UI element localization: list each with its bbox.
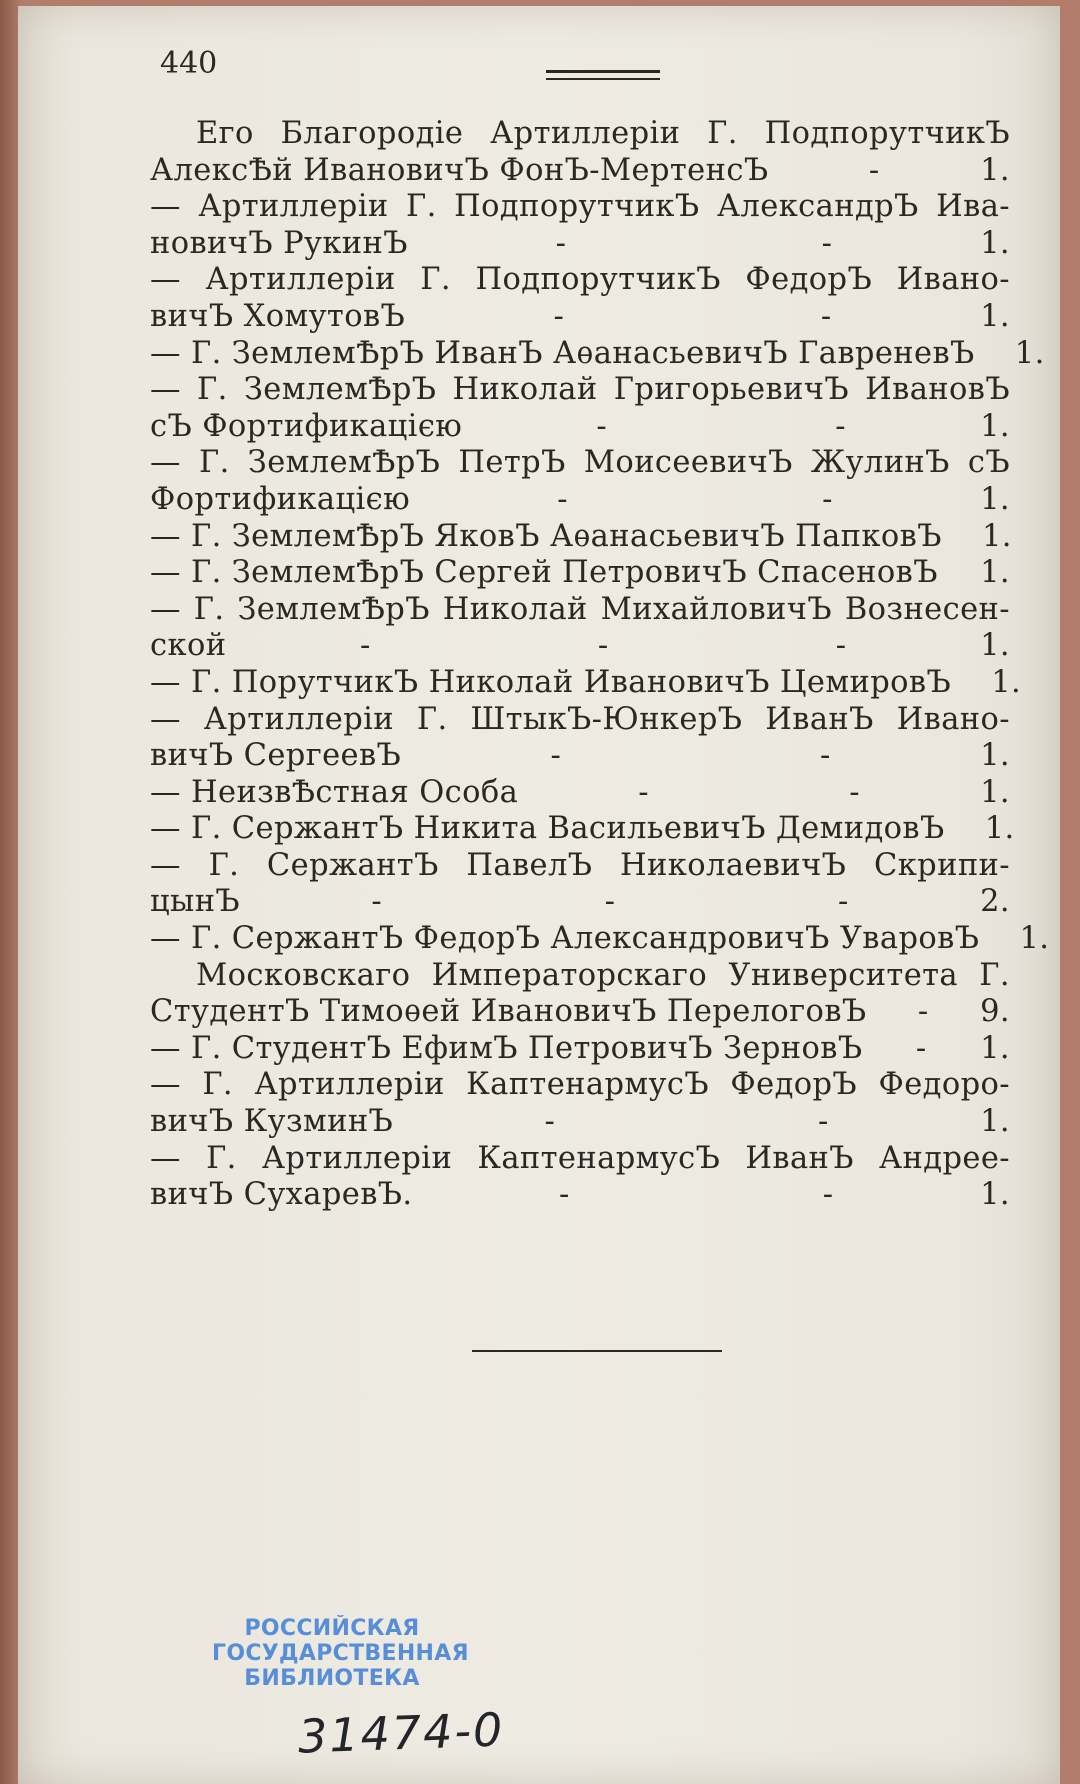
leader-dash: - bbox=[837, 884, 849, 920]
leader-dash: - bbox=[544, 1104, 556, 1140]
entry-first-line: — Артиллеріи Г. ШтыкЪ-ЮнкерЪ ИванЪ Ивано- bbox=[150, 701, 1010, 737]
leader-dash: - bbox=[849, 774, 860, 810]
entry-last-line bbox=[150, 519, 1010, 556]
leader-dashes bbox=[462, 409, 980, 446]
list-item bbox=[150, 848, 1010, 921]
list-item bbox=[150, 116, 1010, 189]
leader-dash: - bbox=[557, 481, 568, 517]
leader-dash: - bbox=[371, 884, 383, 920]
entry-count: 1. bbox=[1019, 921, 1050, 957]
entry-count: 1. bbox=[980, 481, 1010, 517]
leader-dash: - bbox=[604, 884, 616, 920]
leader-dash: - bbox=[835, 408, 846, 444]
leader-dash: - bbox=[915, 1030, 927, 1066]
entry-count: 1. bbox=[984, 811, 1015, 847]
entry-count: 9. bbox=[980, 994, 1010, 1030]
entry-last-line bbox=[150, 1031, 1010, 1068]
stamp-line: БИБЛИОТЕКА bbox=[244, 1666, 420, 1691]
leader-dash: - bbox=[360, 628, 371, 664]
entry-count: 1. bbox=[980, 774, 1010, 810]
entry-first-line: — Г. СержантЪ ПавелЪ НиколаевичЪ Скрипи- bbox=[150, 847, 1010, 883]
list-item bbox=[150, 811, 1015, 848]
entry-name-text: вичЪ ХомутовЪ bbox=[150, 298, 406, 334]
entry-name-text: АлексѢй ИвановичЪ ФонЪ-МертенсЪ bbox=[150, 152, 769, 188]
list-item bbox=[150, 958, 1010, 1031]
entry-first-line: — Г. ЗемлемѢрЪ Николай МихайловичЪ Вознесен- bbox=[150, 591, 1010, 627]
entry-count: 1. bbox=[991, 664, 1022, 700]
entry-last-line bbox=[150, 555, 1010, 592]
leader-dashes bbox=[240, 884, 980, 921]
leader-dash: - bbox=[597, 628, 609, 664]
leader-dashes bbox=[401, 738, 980, 775]
leader-dash: - bbox=[868, 152, 880, 188]
entry-count: 1. bbox=[980, 1177, 1010, 1213]
entry-last-line bbox=[150, 738, 1010, 775]
end-rule bbox=[472, 1350, 722, 1352]
entry-name-text: — Г. СержантЪ Никита ВасильевичЪ ДемидовЪ bbox=[150, 811, 945, 847]
list-item bbox=[150, 372, 1010, 445]
entry-count: 1. bbox=[980, 298, 1010, 334]
entry-name-text: вичЪ КузминЪ bbox=[150, 1104, 394, 1140]
leader-dashes bbox=[405, 299, 980, 336]
entry-last-line bbox=[150, 482, 1010, 519]
stamp-line: РОССИЙСКАЯ bbox=[244, 1616, 420, 1641]
leader-dashes bbox=[768, 153, 980, 190]
entry-name-text: Фортификацією bbox=[150, 481, 411, 517]
leader-dash: - bbox=[555, 225, 567, 261]
entry-count: 1. bbox=[980, 225, 1010, 261]
leader-dash: - bbox=[553, 298, 565, 334]
entry-count: 1. bbox=[980, 1030, 1010, 1066]
leader-dashes bbox=[393, 1104, 980, 1141]
leader-dash: - bbox=[820, 298, 832, 334]
entry-first-line: Его Благородіе Артиллеріи Г. ПодпорутчикЪ bbox=[196, 116, 1010, 151]
list-item bbox=[150, 335, 1045, 373]
entry-first-line: — Г. ЗемлемѢрЪ ПетрЪ МоисеевичЪ ЖулинЪ сЪ bbox=[150, 445, 1010, 481]
entry-name-text: СтудентЪ Тимоѳей ИвановичЪ ПерелоговЪ bbox=[150, 994, 867, 1030]
entry-last-line bbox=[150, 884, 1010, 921]
leader-dashes bbox=[408, 226, 980, 263]
leader-dash: - bbox=[822, 481, 833, 517]
entry-count: 1. bbox=[980, 628, 1010, 664]
leader-dash: - bbox=[638, 774, 650, 810]
entry-name-text: новичЪ РукинЪ bbox=[150, 225, 408, 261]
list-item bbox=[150, 262, 1010, 335]
entry-name-text: — Г. ПорутчикЪ Николай ИвановичЪ ЦемировЪ bbox=[150, 664, 952, 700]
entry-name-text: — Г. ЗемлемѢрЪ ИванЪ АѳанасьевичЪ ГавреневЪ bbox=[150, 335, 975, 371]
entry-count: 2. bbox=[980, 884, 1010, 920]
stamp-line: ГОСУДАРСТВЕННАЯ bbox=[212, 1641, 469, 1666]
entry-first-line: Московскаго Императорскаго Университета Г. bbox=[196, 957, 1010, 993]
leader-dash: - bbox=[821, 225, 833, 261]
leader-dashes bbox=[226, 628, 980, 665]
entry-last-line bbox=[150, 409, 1010, 446]
entry-last-line bbox=[150, 226, 1010, 263]
entry-name-text: — Г. СержантЪ ФедорЪ АлександровичЪ УваровЪ bbox=[150, 921, 980, 957]
leader-dash: - bbox=[822, 1177, 834, 1213]
entry-count: 1. bbox=[980, 1104, 1010, 1140]
entry-count: 1. bbox=[980, 738, 1010, 774]
list-item bbox=[150, 189, 1010, 262]
subscriber-list bbox=[150, 116, 1050, 1214]
entry-name-text: вичЪ СухаревЪ. bbox=[150, 1177, 413, 1213]
entry-name-text: цынЪ bbox=[150, 884, 241, 920]
list-item bbox=[150, 1141, 1010, 1214]
entry-name-text: ской bbox=[150, 628, 227, 664]
entry-first-line: — Г. ЗемлемѢрЪ Николай ГригорьевичЪ ИвановЪ bbox=[150, 372, 1010, 408]
entry-last-line bbox=[150, 335, 1045, 373]
leader-dash: - bbox=[835, 628, 847, 664]
entry-last-line bbox=[150, 811, 1015, 848]
leader-dashes bbox=[867, 994, 980, 1031]
entry-first-line: — Г. Артиллеріи КаптенармусЪ ФедорЪ Федоро- bbox=[150, 1067, 1010, 1103]
leader-dash: - bbox=[819, 738, 831, 774]
list-item bbox=[150, 1031, 1010, 1068]
entry-last-line bbox=[150, 921, 1050, 958]
list-item bbox=[150, 519, 1010, 556]
entry-name-text: — Г. СтудентЪ ЕфимЪ ПетровичЪ ЗерновЪ bbox=[150, 1030, 863, 1066]
list-item bbox=[150, 664, 1022, 702]
entry-name-text: — Г. ЗемлемѢрЪ ЯковЪ АѳанасьевичЪ ПапковЪ bbox=[150, 518, 942, 554]
entry-last-line bbox=[150, 153, 1010, 190]
entry-name-text: — Г. ЗемлемѢрЪ Сергей ПетровичЪ СпасеновЪ bbox=[150, 555, 938, 591]
entry-last-line bbox=[150, 299, 1010, 336]
leader-dash: - bbox=[550, 738, 562, 774]
leader-dash: - bbox=[817, 1104, 829, 1140]
list-item bbox=[150, 702, 1010, 775]
list-item bbox=[150, 592, 1010, 665]
leader-dash: - bbox=[917, 994, 929, 1030]
entry-last-line bbox=[150, 628, 1010, 665]
entry-first-line: — Артиллеріи Г. ПодпорутчикЪ ФедорЪ Ивано- bbox=[150, 262, 1010, 298]
leader-dashes bbox=[410, 482, 980, 519]
entry-last-line bbox=[150, 775, 1010, 812]
leader-dashes bbox=[518, 775, 980, 812]
list-item bbox=[150, 1067, 1010, 1140]
list-item bbox=[150, 921, 1050, 958]
list-item bbox=[150, 555, 1010, 592]
leader-dash: - bbox=[559, 1177, 570, 1213]
entry-name-text: вичЪ СергеевЪ bbox=[150, 738, 402, 774]
entry-last-line bbox=[150, 1104, 1010, 1141]
entry-name-text: сЪ Фортификацією bbox=[150, 408, 463, 444]
leader-dashes bbox=[862, 1031, 980, 1068]
entry-last-line bbox=[150, 664, 1022, 702]
entry-count: 1. bbox=[980, 152, 1010, 188]
handwritten-shelfmark: 31474-0 bbox=[297, 1702, 506, 1764]
entry-first-line: — Артиллеріи Г. ПодпорутчикЪ АлександрЪ Ива- bbox=[150, 189, 1010, 225]
leader-dashes bbox=[413, 1177, 980, 1214]
entry-count: 1. bbox=[981, 518, 1012, 554]
entry-name-text: — НеизвѢстная Особа bbox=[150, 774, 519, 810]
header-double-rule bbox=[546, 70, 660, 80]
page-number: 440 bbox=[160, 46, 218, 81]
entry-count: 1. bbox=[1014, 335, 1045, 371]
list-item bbox=[150, 445, 1010, 518]
entry-last-line bbox=[150, 994, 1010, 1031]
list-item bbox=[150, 775, 1010, 812]
entry-last-line bbox=[150, 1177, 1010, 1214]
entry-count: 1. bbox=[980, 408, 1010, 444]
leader-dash: - bbox=[596, 408, 608, 444]
entry-first-line: — Г. Артиллеріи КаптенармусЪ ИванЪ Андрее- bbox=[150, 1140, 1010, 1176]
library-stamp bbox=[212, 1616, 469, 1691]
entry-count: 1. bbox=[980, 555, 1010, 591]
